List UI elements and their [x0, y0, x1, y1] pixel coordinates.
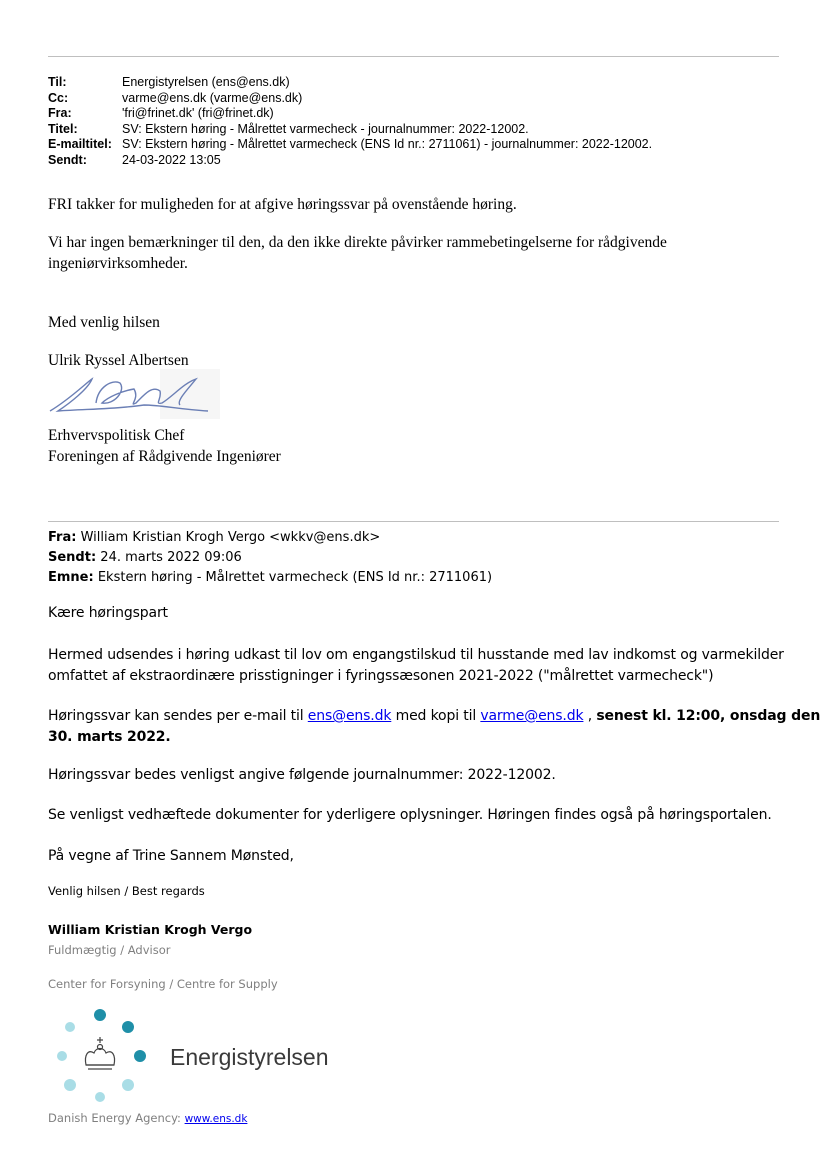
- original-from-label: Fra:: [48, 530, 77, 545]
- ens-email-link[interactable]: ens@ens.dk: [307, 708, 392, 724]
- signature-department: Center for Forsyning / Centre for Supply: [48, 977, 278, 991]
- deadline-text: ,: [583, 708, 597, 724]
- original-paragraph-journal: Høringssvar bedes venligst angive følgende journalnummer: 2022-12002.: [48, 767, 556, 783]
- deadline-bold: 30. marts 2022.: [48, 729, 171, 745]
- original-paragraph-on-behalf: På vegne af Trine Sannem Mønsted,: [48, 848, 294, 864]
- original-paragraph-deadline: [48, 706, 820, 748]
- header-row-sent: [48, 153, 652, 169]
- original-email-header: [48, 528, 492, 588]
- header-label: E-mailtitel:: [48, 137, 112, 151]
- original-paragraph-line: omfattet af ekstraordinære prisstigninger i fyringssæsonen 2021-2022 ("målrettet varmecheck"): [48, 668, 714, 684]
- header-label: Til:: [48, 75, 67, 89]
- reply-paragraph-thanks: FRI takker for muligheden for at afgive høringssvar på ovenstående høring.: [48, 196, 517, 213]
- header-label: Cc:: [48, 90, 69, 105]
- regards: Venlig hilsen / Best regards: [48, 884, 205, 898]
- signature-title: Fuldmægtig / Advisor: [48, 943, 171, 957]
- reply-sender-title: Erhvervspolitisk Chef: [48, 427, 185, 444]
- deadline-text: med kopi til: [391, 708, 481, 724]
- original-subject-label: Emne:: [48, 570, 94, 585]
- varme-email-link[interactable]: varme@ens.dk: [480, 708, 584, 724]
- top-divider: [48, 56, 779, 57]
- header-label: Sendt:: [48, 152, 87, 167]
- logo-dot: [57, 1051, 67, 1061]
- logo-dot: [64, 1079, 76, 1091]
- reply-email-header: [48, 75, 652, 168]
- logo-dot: [94, 1009, 106, 1021]
- original-paragraph-intro: [48, 645, 784, 687]
- signature-name: William Kristian Krogh Vergo: [48, 922, 253, 937]
- logo-dot: [134, 1050, 146, 1062]
- agency-line: [48, 1111, 247, 1125]
- original-sent-label: Sendt:: [48, 550, 97, 565]
- original-paragraph-attachments: Se venligst vedhæftede dokumenter for yderligere oplysninger. Høringen findes også på høringsportalen.: [48, 807, 772, 823]
- quoted-email-divider: [48, 521, 779, 522]
- original-from-value: William Kristian Krogh Vergo <wkkv@ens.dk>: [80, 530, 381, 545]
- header-row-to: [48, 75, 652, 91]
- header-row-from: [48, 106, 652, 122]
- header-value: SV: Ekstern høring - Målrettet varmecheck (ENS Id nr.: 2711061) - journalnummer: 2022-12002.: [122, 137, 653, 151]
- original-paragraph-line: [48, 706, 820, 727]
- original-subject-row: [48, 568, 492, 588]
- original-from-row: [48, 528, 492, 548]
- header-label: Fra:: [48, 106, 72, 120]
- logo-dot: [122, 1079, 134, 1091]
- header-value: varme@ens.dk (varme@ens.dk): [122, 90, 303, 105]
- deadline-bold: senest kl. 12:00, onsdag den: [596, 708, 821, 724]
- logo-dot: [95, 1092, 105, 1102]
- header-row-title: [48, 122, 652, 138]
- logo-dot: [65, 1022, 75, 1032]
- crown-icon: [85, 1037, 114, 1069]
- reply-paragraph-line: ingeniørvirksomheder.: [48, 255, 188, 272]
- header-value: 'fri@frinet.dk' (fri@frinet.dk): [122, 106, 274, 120]
- header-value: Energistyrelsen (ens@ens.dk): [122, 75, 290, 89]
- header-value: SV: Ekstern høring - Målrettet varmecheck - journalnummer: 2022-12002.: [122, 121, 529, 136]
- reply-paragraph-no-remarks: [48, 232, 667, 274]
- header-row-cc: [48, 91, 652, 107]
- reply-sender-org: Foreningen af Rådgivende Ingeniører: [48, 448, 281, 465]
- reply-sender-name: Ulrik Ryssel Albertsen: [48, 352, 189, 369]
- deadline-text: Høringssvar kan sendes per e-mail til: [48, 708, 308, 724]
- original-subject-value: Ekstern høring - Målrettet varmecheck (ENS Id nr.: 2711061): [97, 570, 493, 585]
- original-paragraph-line: [48, 727, 820, 748]
- header-label: Titel:: [48, 121, 78, 136]
- agency-label: Danish Energy Agency:: [48, 1111, 185, 1125]
- header-value: 24-03-2022 13:05: [122, 152, 221, 167]
- handwritten-signature: [48, 369, 223, 421]
- reply-paragraph-line: Vi har ingen bemærkninger til den, da den ikke direkte påvirker rammebetingelserne for rådgivende: [48, 234, 667, 251]
- reply-greeting: Med venlig hilsen: [48, 314, 160, 331]
- agency-website-link[interactable]: www.ens.dk: [184, 1113, 248, 1125]
- logo-dot: [122, 1021, 134, 1033]
- energistyrelsen-logo: [48, 1003, 348, 1103]
- signature-scan-background: [160, 369, 220, 419]
- original-paragraph-line: Hermed udsendes i høring udkast til lov om engangstilskud til husstande med lav indkomst og varmekilder: [48, 647, 784, 663]
- header-row-email-title: [48, 137, 652, 153]
- logo-wordmark: Energistyrelsen: [170, 1044, 329, 1070]
- original-sent-value: 24. marts 2022 09:06: [100, 550, 242, 565]
- original-sent-row: [48, 548, 492, 568]
- original-salutation: Kære høringspart: [48, 605, 168, 621]
